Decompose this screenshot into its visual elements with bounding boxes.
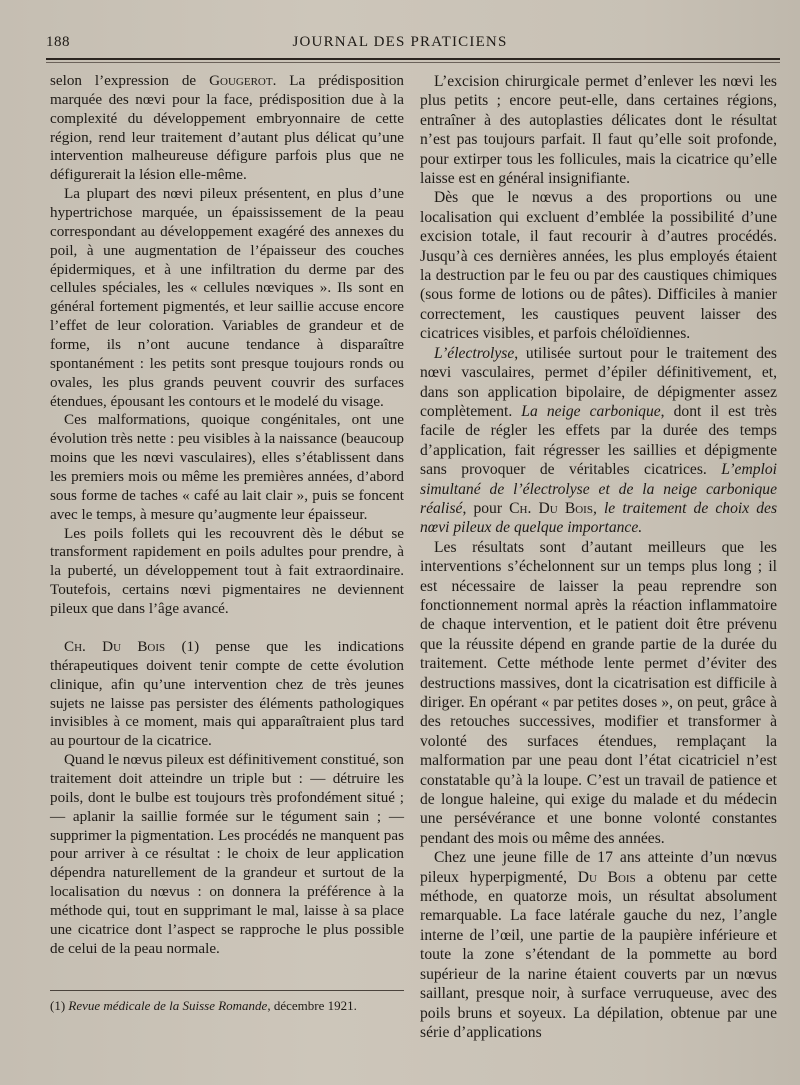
left-paragraph-5: Ch. Du Bois (1) pense que les indications thérapeutiques doivent tenir compte de cette évolution clinique, afin qu’une intervention chez de très jeunes sujets ne laisse pas persister des éléments pathologiques invisibles à ce moment, mais qui apparaîtraient plus tard au pourtour de la cicatrice.: [50, 637, 404, 750]
footnote: (1) Revue médicale de la Suisse Romande, décembre 1921.: [50, 998, 357, 1013]
page-number: 188: [46, 34, 70, 50]
author-name: Ch. Du Bois: [64, 637, 166, 655]
right-paragraph-1: L’excision chirurgicale permet d’enlever les nœvi les plus petits ; encore peut-elle, dans certaines régions, entraîner à des autoplasties délicates dont le résultat n’est pas toujours parfait. Il faut qu’elle soit profonde, pour extirper tous les follicules, mais la cicatrice qu’elle laisse est en général insignifiante.: [420, 73, 777, 188]
header-rule: [46, 58, 780, 60]
left-paragraph-2: La plupart des nœvi pileux présentent, en plus d’une hypertrichose marquée, un épaississement de la peau correspondant au développement exagéré des annexes du poil, à une augmentation de l’épaisseur des couches épidermiques, et à une infiltration du derme par des cellules spéciales, les « cellules nœviques ». Ils sont en général fortement pigmentés, et leur saillie accuse encore l’effet de leur coloration. Variables de grandeur et de forme, ils n’ont aucune tendance à disparaître spontanément : les petits sont presque toujours ronds ou ovales, les plus grands peuvent couvrir des surfaces étendues, épousant les contours et le modelé du visage.: [50, 185, 404, 410]
footnote-rule: [50, 990, 404, 991]
left-column: [50, 72, 404, 959]
footnote-source: Revue médicale de la Suisse Romande: [68, 998, 268, 1013]
right-column: [420, 72, 777, 1042]
left-paragraph-3: Ces malformations, quoique congénitales, ont une évolution très nette : peu visibles à la naissance (beaucoup moins que les nœvi vasculaires), elles s’établissent dans les premiers mois ou même les premières années, d’abord sous forme de taches « café au lait clair », puis se foncent avec le temps, à mesure qu’augmente leur épaisseur.: [50, 411, 404, 523]
page-header: [0, 34, 800, 58]
right-paragraph-3: L’électrolyse, utilisée surtout pour le traitement des nœvi vasculaires, permet d’épiler définitivement, et, dans son application bipolaire, de dépigmenter assez complètement. La neige carbonique, dont il est très facile de régler les effets par la durée des temps d’application, fait régresser les saillies et dépigmente sans provoquer de véritables cicatrices. L’emploi simultané de l’électrolyse et de la neige carbonique réalisé, pour Ch. Du Bois, le traitement de choix des nœvi pileux de quelque importance.: [420, 344, 778, 537]
right-paragraph-5: Chez une jeune fille de 17 ans atteinte d’un nœvus pileux hyperpigmenté, Du Bois a obtenu par cette méthode, en quatorze mois, un résultat absolument remarquable. La face latérale gauche du nez, l’angle interne de l’œil, une partie de la paupière inférieure et toute la zone s’étendant de la pommette au bord supérieur de la narine étaient couverts par un nœvus saillant, presque noir, à surface verruqueuse, avec des poils bruns et soyeux. La dépilation, obtenue par une série d’applications: [420, 849, 777, 1041]
left-paragraph-4: Les poils follets qui les recouvrent dès le début se transforment rapidement en poils adultes pour prendre, à la puberté, un développement tout à fait extraordinaire. Toutefois, certains nœvi pigmentaires ne deviennent pileux que dans l’âge avancé.: [50, 524, 404, 618]
left-paragraph-6: Quand le nœvus pileux est définitivement constitué, son traitement doit atteindre un triple but : — détruire les poils, dont le bulbe est toujours très profondément situé ; — aplanir la saillie formée sur le tégument sain ; — supprimer la pigmentation. Les procédés ne manquent pas pour arriver à ce résultat : le choix de leur application dépendra naturellement de la grandeur et surtout de la localisation du nœvus : on donnera la préférence à la méthode qui, tout en supprimant le mal, laisse à sa place une cicatrice dont l’aspect se rapproche le plus possible de celui de la peau normale.: [50, 751, 404, 957]
author-name: Du Bois: [577, 868, 636, 886]
author-name: Ch. Du Bois: [509, 499, 593, 517]
right-paragraph-4: Les résultats sont d’autant meilleurs que les interventions s’échelonnent sur un temps plus long ; il est nécessaire de laisser la peau reprendre son fonctionnement normal après la réaction inflammatoire de chaque intervention, et le patient doit être prévenu que la réussite dépend en grande partie de la durée du traitement. Cette méthode lente permet d’éviter des destructions massives, dont la cicatrisation est difficile à diriger. En opérant « par petites doses », on peut, grâce à des retouches successives, modifier et transformer à volonté des surfaces étendues, remplaçant la malformation par une peau dont l’état cicatriciel n’est constatable qu’à la loupe. C’est un travail de patience et de longue haleine, qui exige du malade et du médecin une persévérance et une bonne volonté constantes pendant des mois ou même des années.: [420, 538, 777, 847]
header-rule-thin: [46, 62, 780, 63]
running-title: JOURNAL DES PRATICIENS: [292, 34, 508, 50]
left-paragraph-1: selon l’expression de Gougerot. La prédisposition marquée des nœvi pour la face, prédisposition due à la complexité du développement embryonnaire de cette région, rend leur traitement d’autant plus délicat qu’une intervention malheureuse défigure parfois plus que ne défigurerait la lésion elle-même.: [50, 72, 405, 184]
author-name: Gougerot: [209, 72, 273, 89]
right-paragraph-2: Dès que le nœvus a des proportions ou une localisation qui excluent d’emblée la possibilité d’une excision totale, il faut recourir à d’autres procédés. Jusqu’à ces dernières années, les plus employés étaient la destruction par le feu ou par des caustiques chimiques (sous forme de lotions ou de pâtes). Difficiles à manier correctement, les caustiques peuvent laisser des cicatrices visibles, et parfois chéloïdiennes.: [420, 189, 777, 343]
